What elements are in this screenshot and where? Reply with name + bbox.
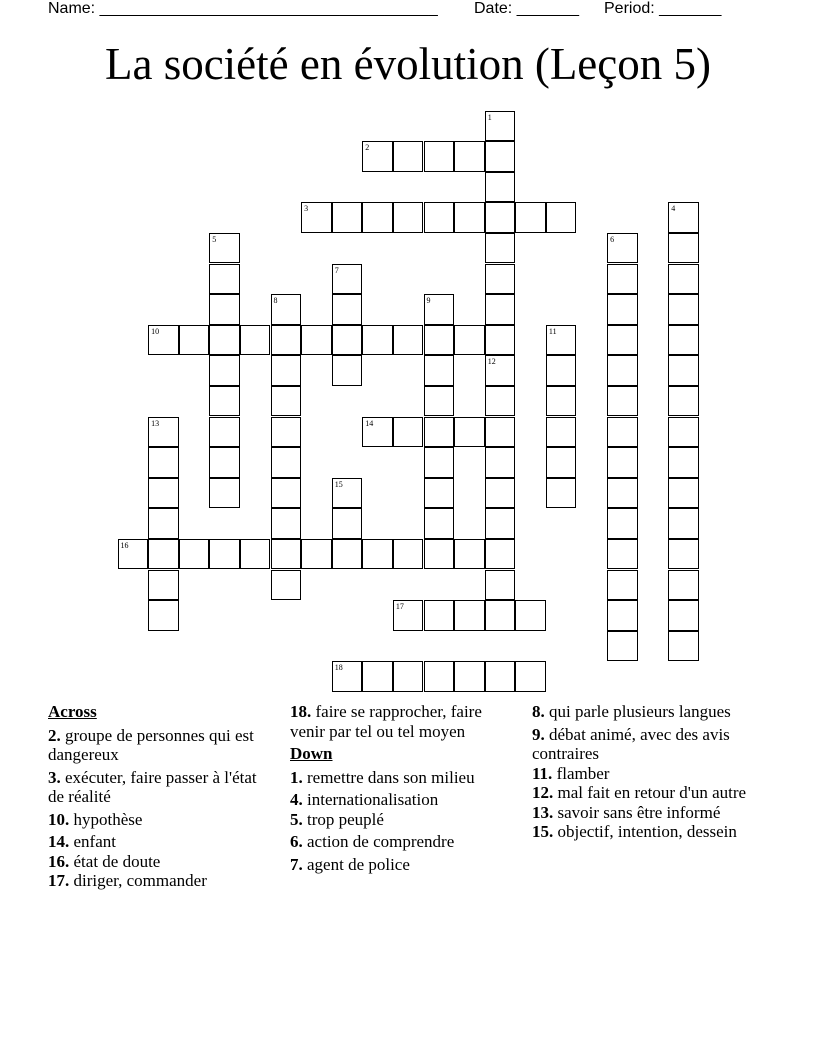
crossword-cell[interactable]: [546, 478, 577, 509]
crossword-cell[interactable]: [362, 202, 393, 233]
clue-down-4: [290, 790, 518, 810]
crossword-cell[interactable]: [332, 478, 363, 509]
crossword-cell[interactable]: [454, 539, 485, 570]
crossword-cell[interactable]: [515, 202, 546, 233]
crossword-cell[interactable]: [271, 447, 302, 478]
crossword-cell[interactable]: [454, 661, 485, 692]
crossword-cell[interactable]: [668, 325, 699, 356]
clue-text: action de comprendre: [307, 832, 455, 851]
clue-number: 8.: [532, 702, 545, 721]
crossword-cell[interactable]: [209, 447, 240, 478]
crossword-cell[interactable]: [607, 539, 638, 570]
clue-number: 7.: [290, 854, 303, 874]
crossword-cell[interactable]: [209, 386, 240, 417]
crossword-cell[interactable]: [485, 539, 516, 570]
crossword-cell[interactable]: [454, 325, 485, 356]
crossword-cell[interactable]: [424, 325, 455, 356]
cell-number: 6: [610, 234, 615, 244]
clue-number: 4.: [290, 790, 303, 809]
clue-number: 11.: [532, 763, 553, 783]
crossword-cell[interactable]: [209, 539, 240, 570]
clue-down-11: [532, 764, 760, 784]
clue-text: savoir sans être informé: [557, 802, 721, 822]
crossword-cell[interactable]: [271, 417, 302, 448]
page-title: La société en évolution (Leçon 5): [104, 39, 711, 89]
crossword-cell[interactable]: [148, 508, 179, 539]
clue-down-7: [290, 855, 518, 875]
crossword-cell[interactable]: [118, 539, 149, 570]
crossword-cell[interactable]: [209, 478, 240, 509]
crossword-cell[interactable]: [485, 417, 516, 448]
crossword-cell[interactable]: [271, 508, 302, 539]
crossword-cell[interactable]: [424, 355, 455, 386]
clue-down-12: [532, 783, 760, 803]
clue-down-15: [532, 822, 760, 842]
crossword-cell[interactable]: [454, 417, 485, 448]
crossword-cell[interactable]: [607, 600, 638, 631]
clue-text: mal fait en retour d'un autre: [557, 783, 747, 802]
crossword-cell[interactable]: [148, 325, 179, 356]
clue-number: 3.: [48, 767, 61, 787]
crossword-cell[interactable]: [362, 539, 393, 570]
clue-text: objectif, intention, dessein: [557, 822, 737, 841]
crossword-cell[interactable]: [668, 417, 699, 448]
clue-across-17: [48, 871, 276, 891]
crossword-cell[interactable]: [454, 600, 485, 631]
clue-text: trop peuplé: [307, 809, 384, 829]
cell-number: 11: [548, 326, 557, 336]
crossword-cell[interactable]: [332, 325, 363, 356]
crossword-cell[interactable]: [424, 539, 455, 570]
clue-text: agent de police: [307, 854, 410, 874]
cell-number: 2: [365, 143, 370, 153]
crossword-cell[interactable]: [668, 570, 699, 601]
crossword-cell[interactable]: [424, 417, 455, 448]
crossword-cell[interactable]: [485, 508, 516, 539]
crossword-cell[interactable]: [240, 325, 271, 356]
crossword-cell[interactable]: [668, 202, 699, 233]
clue-text: internationalisation: [307, 790, 439, 809]
crossword-cell[interactable]: [424, 447, 455, 478]
crossword-cell[interactable]: [240, 539, 271, 570]
period-field-label[interactable]: Period: _______: [604, 0, 722, 17]
crossword-cell[interactable]: [332, 539, 363, 570]
crossword-cell[interactable]: [301, 202, 332, 233]
crossword-cell[interactable]: [668, 294, 699, 325]
crossword-cell[interactable]: [607, 294, 638, 325]
clue-number: 6.: [290, 832, 303, 851]
crossword-cell[interactable]: [424, 202, 455, 233]
clue-text: débat animé, avec des avis contraires: [532, 724, 730, 763]
crossword-cell[interactable]: [668, 447, 699, 478]
crossword-cell[interactable]: [668, 478, 699, 509]
clue-text: état de doute: [73, 851, 161, 871]
crossword-cell[interactable]: [393, 417, 424, 448]
crossword-cell[interactable]: [148, 447, 179, 478]
cell-number: 17: [395, 602, 404, 612]
clue-across-10: [48, 810, 276, 830]
clue-number: 15.: [532, 822, 554, 841]
clue-number: 16.: [48, 851, 70, 871]
crossword-cell[interactable]: [607, 386, 638, 417]
crossword-cell[interactable]: [607, 355, 638, 386]
crossword-cell[interactable]: [485, 570, 516, 601]
crossword-cell[interactable]: [271, 294, 302, 325]
crossword-cell[interactable]: [485, 172, 516, 203]
cell-number: 16: [120, 540, 129, 550]
crossword-cell[interactable]: [332, 264, 363, 295]
clue-number: 9.: [532, 724, 545, 744]
crossword-cell[interactable]: [515, 661, 546, 692]
crossword-cell[interactable]: [271, 478, 302, 509]
cell-number: 18: [334, 663, 343, 673]
clue-number: 5.: [290, 809, 303, 829]
clue-across-14: [48, 832, 276, 852]
crossword-cell[interactable]: [607, 508, 638, 539]
crossword-cell[interactable]: [424, 141, 455, 172]
clues-column-1: [48, 700, 276, 894]
crossword-cell[interactable]: [209, 294, 240, 325]
clue-down-9: [532, 725, 760, 764]
crossword-cell[interactable]: [485, 294, 516, 325]
down-heading: Down: [290, 744, 333, 763]
crossword-cell[interactable]: [424, 478, 455, 509]
cell-number: 4: [671, 204, 676, 214]
clue-down-1: [290, 768, 518, 788]
crossword-cell[interactable]: [485, 111, 516, 142]
crossword-cell[interactable]: [546, 386, 577, 417]
crossword-cell[interactable]: [393, 202, 424, 233]
crossword-cell[interactable]: [332, 294, 363, 325]
clue-text: enfant: [73, 832, 116, 851]
crossword-cell[interactable]: [424, 600, 455, 631]
crossword-cell[interactable]: [393, 539, 424, 570]
crossword-cell[interactable]: [362, 141, 393, 172]
crossword-cell[interactable]: [485, 325, 516, 356]
crossword-cell[interactable]: [485, 264, 516, 295]
crossword-cell[interactable]: [546, 202, 577, 233]
date-field-label[interactable]: Date: _______: [474, 0, 579, 17]
clue-text: diriger, commander: [73, 871, 207, 890]
crossword-cell[interactable]: [148, 417, 179, 448]
crossword-cell[interactable]: [668, 631, 699, 662]
clue-text: flamber: [556, 763, 610, 783]
crossword-cell[interactable]: [668, 355, 699, 386]
clue-number: 13.: [532, 802, 554, 822]
crossword-cell[interactable]: [546, 325, 577, 356]
cell-number: 12: [487, 357, 496, 367]
name-field-label[interactable]: Name: ______________________________________: [48, 0, 438, 17]
crossword-cell[interactable]: [209, 325, 240, 356]
clue-down-13: [532, 803, 760, 823]
cell-number: 10: [151, 326, 160, 336]
crossword-cell[interactable]: [271, 570, 302, 601]
clue-across-2: [48, 726, 276, 765]
crossword-cell[interactable]: [668, 233, 699, 264]
crossword-cell[interactable]: [607, 264, 638, 295]
cell-number: 5: [212, 234, 217, 244]
clue-number: 1.: [290, 767, 303, 787]
clues-column-2: [290, 700, 518, 877]
crossword-cell[interactable]: [424, 508, 455, 539]
crossword-cell[interactable]: [362, 661, 393, 692]
clue-number: 2.: [48, 725, 61, 745]
crossword-cell[interactable]: [424, 661, 455, 692]
crossword-cell[interactable]: [607, 233, 638, 264]
crossword-cell[interactable]: [485, 141, 516, 172]
crossword-cell[interactable]: [148, 570, 179, 601]
clue-across-18: [290, 702, 518, 741]
clue-number: 14.: [48, 832, 70, 851]
crossword-cell[interactable]: [485, 661, 516, 692]
crossword-cell[interactable]: [301, 325, 332, 356]
clue-number: 10.: [48, 809, 70, 829]
crossword-cell[interactable]: [546, 355, 577, 386]
crossword-cell[interactable]: [393, 600, 424, 631]
crossword-cell[interactable]: [485, 600, 516, 631]
clue-text: remettre dans son milieu: [307, 767, 475, 787]
clue-number: 17.: [48, 871, 70, 890]
crossword-cell[interactable]: [332, 355, 363, 386]
crossword-cell[interactable]: [485, 233, 516, 264]
crossword-cell[interactable]: [271, 539, 302, 570]
crossword-cell[interactable]: [332, 202, 363, 233]
crossword-cell[interactable]: [209, 355, 240, 386]
crossword-cell[interactable]: [485, 202, 516, 233]
cell-number: 8: [273, 296, 278, 306]
crossword-cell[interactable]: [668, 386, 699, 417]
clue-text: faire se rapprocher, faire venir par tel ou tel moyen: [290, 702, 482, 741]
crossword-cell[interactable]: [546, 417, 577, 448]
crossword-cell[interactable]: [485, 478, 516, 509]
clues-column-3: [532, 700, 760, 845]
clue-across-16: [48, 852, 276, 872]
crossword-cell[interactable]: [668, 600, 699, 631]
crossword-cell[interactable]: [362, 325, 393, 356]
crossword-cell[interactable]: [607, 631, 638, 662]
crossword-cell[interactable]: [485, 447, 516, 478]
clue-down-6: [290, 832, 518, 852]
cell-number: 15: [334, 479, 343, 489]
crossword-cell[interactable]: [607, 447, 638, 478]
clue-text: qui parle plusieurs langues: [549, 702, 731, 721]
crossword-cell[interactable]: [209, 233, 240, 264]
crossword-cell[interactable]: [362, 417, 393, 448]
crossword-cell[interactable]: [209, 417, 240, 448]
crossword-cell[interactable]: [271, 325, 302, 356]
crossword-cell[interactable]: [485, 386, 516, 417]
cell-number: 3: [304, 204, 309, 214]
crossword-cell[interactable]: [271, 355, 302, 386]
crossword-cell[interactable]: [607, 417, 638, 448]
crossword-cell[interactable]: [332, 508, 363, 539]
crossword-cell[interactable]: [301, 539, 332, 570]
cell-number: 9: [426, 296, 431, 306]
cell-number: 1: [487, 112, 492, 122]
clue-text: groupe de personnes qui est dangereux: [48, 725, 254, 764]
crossword-cell[interactable]: [485, 355, 516, 386]
cell-number: 14: [365, 418, 374, 428]
crossword-cell[interactable]: [148, 600, 179, 631]
clue-number: 18.: [290, 702, 312, 721]
crossword-cell[interactable]: [148, 539, 179, 570]
crossword-cell[interactable]: [454, 141, 485, 172]
crossword-cell[interactable]: [424, 294, 455, 325]
crossword-cell[interactable]: [148, 478, 179, 509]
crossword-cell[interactable]: [607, 325, 638, 356]
crossword-cell[interactable]: [454, 202, 485, 233]
cell-number: 13: [151, 418, 160, 428]
crossword-cell[interactable]: [271, 386, 302, 417]
clue-down-8: [532, 702, 760, 722]
crossword-cell[interactable]: [668, 539, 699, 570]
clue-text: hypothèse: [73, 809, 143, 829]
cell-number: 7: [334, 265, 339, 275]
clue-down-5: [290, 810, 518, 830]
crossword-cell[interactable]: [424, 386, 455, 417]
clue-text: exécuter, faire passer à l'état de réalité: [48, 767, 257, 806]
crossword-cell[interactable]: [546, 447, 577, 478]
across-heading: Across: [48, 702, 97, 721]
crossword-cell[interactable]: [393, 661, 424, 692]
clue-across-3: [48, 768, 276, 807]
crossword-cell[interactable]: [607, 570, 638, 601]
crossword-cell[interactable]: [515, 600, 546, 631]
crossword-cell[interactable]: [393, 141, 424, 172]
crossword-cell[interactable]: [668, 264, 699, 295]
crossword-cell[interactable]: [332, 661, 363, 692]
crossword-cell[interactable]: [179, 539, 210, 570]
clue-number: 12.: [532, 783, 554, 802]
crossword-cell[interactable]: [393, 325, 424, 356]
crossword-cell[interactable]: [607, 478, 638, 509]
crossword-cell[interactable]: [668, 508, 699, 539]
crossword-cell[interactable]: [179, 325, 210, 356]
crossword-cell[interactable]: [209, 264, 240, 295]
